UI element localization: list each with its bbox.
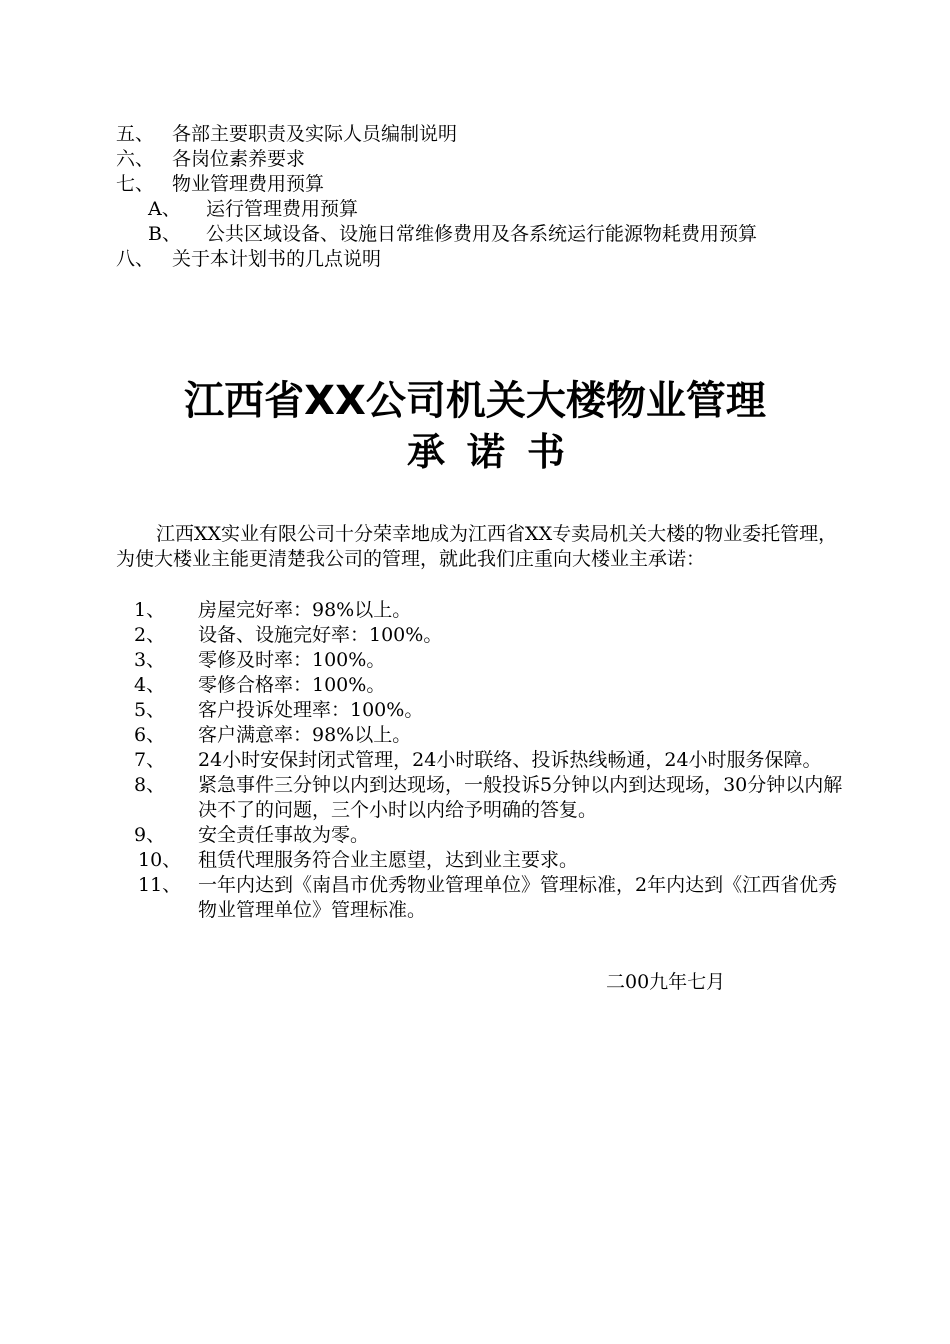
commitment-number: 7、 — [134, 749, 166, 771]
toc-item — [116, 147, 846, 172]
commitment-item — [116, 673, 856, 698]
commitment-number: 8、 — [134, 774, 166, 796]
commitment-number: 6、 — [134, 724, 166, 746]
toc-subitem-number: A、 — [148, 198, 181, 220]
commitment-list — [116, 598, 856, 923]
toc-item-text: 各岗位素养要求 — [172, 148, 306, 170]
commitment-text: 紧急事件三分钟以内到达现场，一般投诉5分钟以内到达现场，30分钟以内解决不了的问题，三个小时以内给予明确的答复。 — [198, 774, 843, 821]
toc-subitem-number: B、 — [148, 223, 181, 245]
commitment-number: 2、 — [134, 624, 166, 646]
commitment-item — [116, 648, 856, 673]
toc-item — [116, 122, 846, 147]
toc-subitem-text: 公共区域设备、设施日常维修费用及各系统运行能源物耗费用预算 — [206, 223, 758, 245]
commitment-text: 房屋完好率：98%以上。 — [198, 599, 412, 621]
table-of-contents — [116, 122, 846, 272]
commitment-text: 24小时安保封闭式管理，24小时联络、投诉热线畅通，24小时服务保障。 — [198, 749, 822, 771]
commitment-number: 4、 — [134, 674, 166, 696]
commitment-number: 10、 — [138, 849, 182, 871]
toc-subitem-text: 运行管理费用预算 — [206, 198, 359, 220]
commitment-item — [116, 748, 856, 773]
commitment-number: 5、 — [134, 699, 166, 721]
document-title: 江西省XX公司机关大楼物业管理 — [184, 378, 766, 424]
commitment-number: 11、 — [138, 874, 182, 896]
commitment-text: 客户满意率：98%以上。 — [198, 724, 412, 746]
toc-subitem — [116, 197, 846, 222]
commitment-item — [116, 773, 856, 823]
commitment-number: 1、 — [134, 599, 166, 621]
document-subtitle: 承诺书 — [406, 430, 587, 474]
commitment-number: 3、 — [134, 649, 166, 671]
commitment-item — [116, 623, 856, 648]
toc-item — [116, 172, 846, 197]
commitment-item — [116, 598, 856, 623]
commitment-text: 客户投诉处理率：100%。 — [198, 699, 424, 721]
toc-item-text: 关于本计划书的几点说明 — [172, 248, 382, 270]
document-date: 二00九年七月 — [606, 971, 726, 993]
commitment-number: 9、 — [134, 824, 166, 846]
commitment-text: 零修及时率：100%。 — [198, 649, 386, 671]
toc-item-number: 六、 — [116, 148, 155, 170]
commitment-item — [116, 848, 856, 873]
commitment-item — [116, 698, 856, 723]
commitment-text: 安全责任事故为零。 — [198, 824, 370, 846]
toc-subitem — [116, 222, 846, 247]
toc-item-number: 八、 — [116, 248, 155, 270]
toc-item-text: 物业管理费用预算 — [172, 173, 325, 195]
commitment-item — [116, 723, 856, 748]
commitment-text: 设备、设施完好率：100%。 — [198, 624, 443, 646]
commitment-item — [116, 823, 856, 848]
toc-item-text: 各部主要职责及实际人员编制说明 — [172, 123, 458, 145]
commitment-text: 零修合格率：100%。 — [198, 674, 386, 696]
commitment-text: 一年内达到《南昌市优秀物业管理单位》管理标准，2年内达到《江西省优秀物业管理单位》管理标准。 — [198, 874, 838, 921]
toc-item-number: 七、 — [116, 173, 155, 195]
commitment-text: 租赁代理服务符合业主愿望，达到业主要求。 — [198, 849, 579, 871]
toc-item — [116, 247, 846, 272]
intro-paragraph: 江西XX实业有限公司十分荣幸地成为江西省XX专卖局机关大楼的物业委托管理，为使大楼业主能更清楚我公司的管理，就此我们庄重向大楼业主承诺： — [116, 523, 838, 570]
toc-item-number: 五、 — [116, 123, 155, 145]
commitment-item — [116, 873, 856, 923]
